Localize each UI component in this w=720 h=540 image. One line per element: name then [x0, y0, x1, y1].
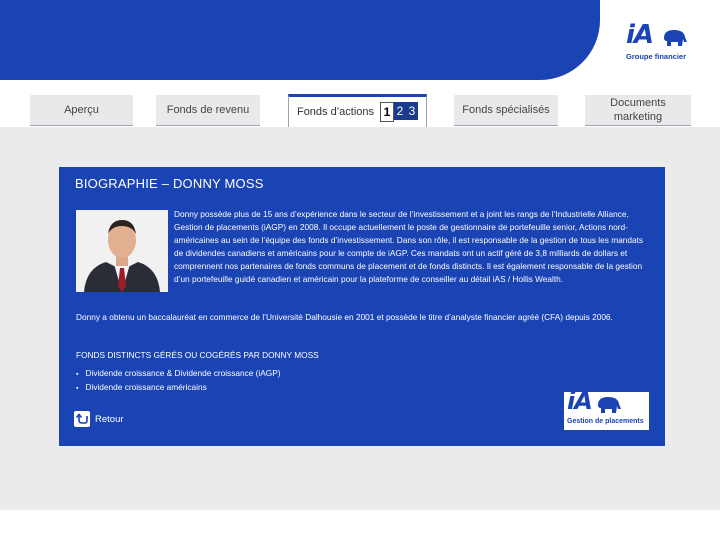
page-2-button[interactable]: 2 — [394, 102, 406, 120]
header-blue-band — [0, 0, 600, 80]
page-3-button[interactable]: 3 — [406, 102, 418, 120]
funds-heading: FONDS DISTINCTS GÉRÉS OU COGÉRÉS PAR DONNY MOSS — [76, 350, 319, 360]
back-button[interactable] — [74, 411, 124, 427]
ia-groupe-financier-logo[interactable] — [626, 20, 690, 66]
footer-logo-text: iA — [567, 387, 592, 415]
logo-text: iA — [626, 20, 654, 50]
tab-apercu[interactable] — [30, 95, 133, 126]
portrait-illustration — [76, 210, 168, 292]
tab-label: Fonds de revenu — [166, 104, 250, 116]
fund-item: ▪ Dividende croissance & Dividende croissance (iAGP) — [76, 367, 281, 381]
back-label: Retour — [95, 413, 124, 425]
logo-subtitle: Groupe financier — [626, 52, 687, 61]
elephant-icon — [662, 28, 688, 48]
tab-documents-marketing[interactable] — [585, 95, 691, 126]
biography-text: Donny possède plus de 15 ans d’expérience dans le secteur de l’investissement et a joint les rangs de l’Industrielle Alliance, Gestion de placements (iAGP) en 2008. Il occupe actuellement le poste de gestionnaire de portefeuille senior, Actions nord-américaines au sein de l’équipe des fonds d’investissement. Dans son rôle, il est responsable de la gestion de tous les mandats de dividendes canadiens et américains pour le compte de iAGP. Ces mandats ont un actif géré de 3,8 milliards de dollars et comprennent nos partenaires de fonds communs de placement et de fonds distincts. Il est également responsable de la gestion d’un portefeuille guidé canadien et américain pour la plateforme de conseiller au détail iAS / Hollis Wealth. — [174, 209, 644, 284]
return-arrow-icon — [74, 411, 90, 427]
footer-logo-subtitle: Gestion de placements — [567, 418, 644, 425]
ia-gestion-placements-logo — [564, 387, 649, 430]
page-1-button[interactable]: 1 — [380, 102, 394, 122]
elephant-icon — [596, 395, 622, 415]
fund-item: ▪ Dividende croissance américains — [76, 381, 281, 395]
biography-panel — [59, 167, 665, 446]
page-selector — [380, 102, 418, 122]
tab-bar — [0, 94, 720, 127]
tab-label: Fonds spécialisés — [462, 104, 550, 116]
header-banner — [0, 0, 720, 80]
tab-label: Aperçu — [64, 104, 99, 116]
portrait-photo — [76, 210, 168, 292]
tab-label: Fonds d’actions — [296, 106, 375, 118]
tab-fonds-de-revenu[interactable] — [156, 95, 260, 126]
tab-fonds-specialises[interactable] — [454, 95, 558, 126]
tab-label: Documents marketing — [610, 97, 666, 123]
tab-fonds-actions[interactable] — [288, 94, 427, 127]
panel-title: BIOGRAPHIE – DONNY MOSS — [75, 176, 264, 191]
funds-list — [76, 367, 281, 395]
education-text: Donny a obtenu un baccalauréat en commerce de l’Université Dalhousie en 2001 et possède le titre d’analyste financier agréé (CFA) depuis 2006. — [76, 312, 613, 322]
